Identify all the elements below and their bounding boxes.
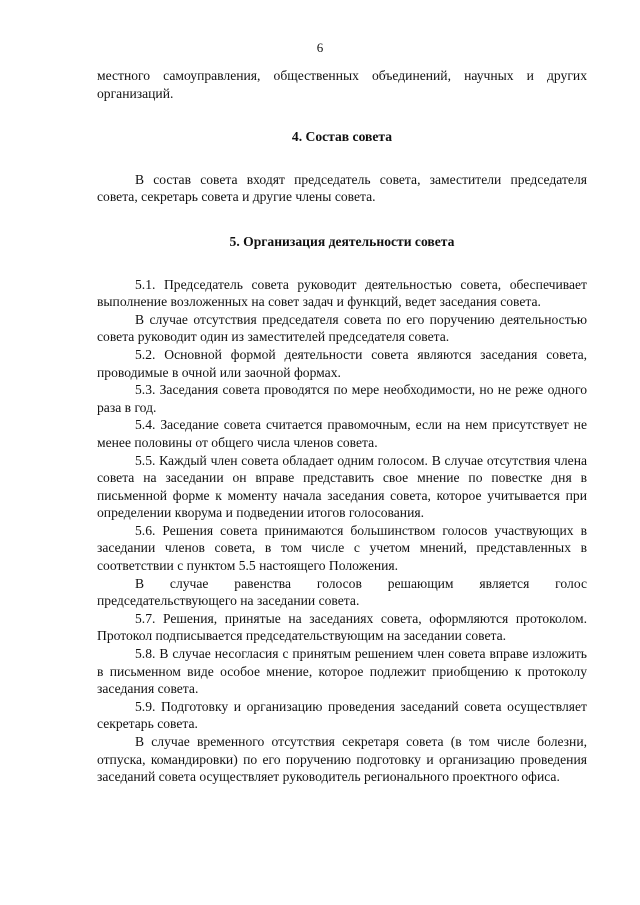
paragraph-5-7: 5.7. Решения, принятые на заседаниях совета, оформляются протоколом. Протокол подписывается председательствующим на заседании совета. [97,610,587,644]
paragraph-5-8: 5.8. В случае несогласия с принятым решением член совета вправе изложить в письменном виде особое мнение, которое подлежит приобщению к протоколу заседания совета. [97,646,587,697]
document-body [97,67,587,786]
paragraph-5-6: 5.6. Решения совета принимаются большинством голосов участвующих в заседании членов совета, в том числе с учетом мнений, представленных в соответствии с пунктом 5.5 настоящего Положения. [97,522,587,574]
page-number: 6 [316,40,324,55]
paragraph-5-6-tie: В случае равенства голосов решающим является голос председательствующего на заседании совета. [97,575,587,609]
intro-paragraph: местного самоуправления, общественных объединений, научных и других организаций. [97,68,587,101]
paragraph-5-5: 5.5. Каждый член совета обладает одним голосом. В случае отсутствия члена совета на заседании он вправе представить свое мнение по повестке дня в письменной форме к моменту начала заседания совета, которое учитывается при определении кворума и подведении итогов голосования. [97,452,587,521]
paragraph-5-1-substitute: В случае отсутствия председателя совета по его поручению деятельностью совета руководит один из заместителей председателя совета. [97,311,587,345]
paragraph-5-3: 5.3. Заседания совета проводятся по мере необходимости, но не реже одного раза в год. [97,382,587,415]
paragraph-5-4: 5.4. Заседание совета считается правомочным, если на нем присутствует не менее половины от общего числа членов совета. [97,417,587,450]
paragraph-5-1: 5.1. Председатель совета руководит деятельностью совета, обеспечивает выполнение возложенных на совет задач и функций, ведет заседания совета. [97,276,587,310]
section-5-heading: 5. Организация деятельности совета [229,233,455,249]
section-4-heading: 4. Состав совета [291,129,393,145]
paragraph-5-9: 5.9. Подготовку и организацию проведения заседаний совета осуществляет секретарь совета. [97,698,587,732]
paragraph-5-9-absence: В случае временного отсутствия секретаря совета (в том числе болезни, отпуска, командировки) по его поручению подготовку и организацию проведения заседаний совета осуществляет руководитель регионального проектного офиса. [97,734,587,785]
section-4-paragraph: В состав совета входят председатель совета, заместители председателя совета, секретарь совета и другие члены совета. [97,171,587,205]
paragraph-5-2: 5.2. Основной формой деятельности совета являются заседания совета, проводимые в очной или заочной формах. [97,346,587,380]
